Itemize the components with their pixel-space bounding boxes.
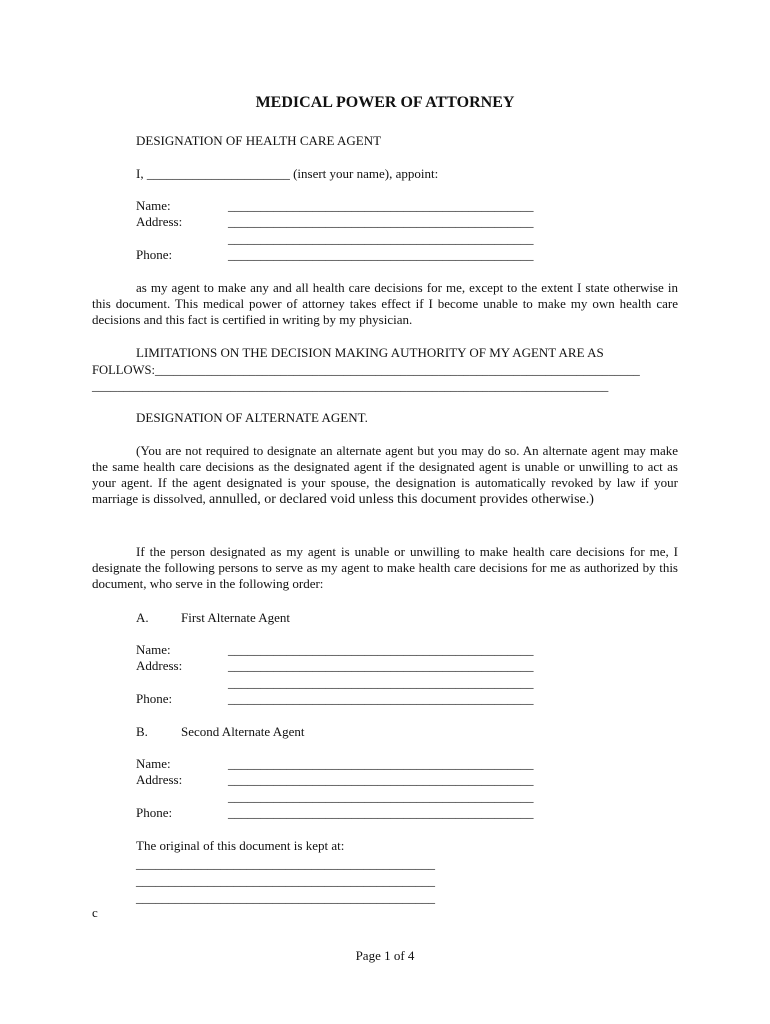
agent-phone-field[interactable]: _______________________________________________ bbox=[228, 247, 534, 262]
first-alt-name-field[interactable]: _______________________________________________ bbox=[228, 642, 534, 657]
limitations-line-3[interactable]: __________________________________________________________________________________ bbox=[92, 379, 609, 393]
designation-heading: DESIGNATION OF HEALTH CARE AGENT bbox=[136, 133, 382, 148]
agent-address-field-1[interactable]: _______________________________________________ bbox=[228, 214, 534, 229]
second-alt-address-label: Address: bbox=[136, 772, 183, 787]
second-alt-address-field-1[interactable]: _______________________________________________ bbox=[228, 772, 534, 787]
first-alt-address-field-2[interactable]: _______________________________________________ bbox=[228, 675, 534, 690]
second-alt-name-field[interactable]: _______________________________________________ bbox=[228, 756, 534, 771]
page-footer: Page 1 of 4 bbox=[355, 948, 415, 963]
agent-address-field-2[interactable]: _______________________________________________ bbox=[228, 231, 534, 246]
appoint-line[interactable]: I, ______________________ (insert your name), appoint: bbox=[136, 166, 439, 181]
limitations-line-1: LIMITATIONS ON THE DECISION MAKING AUTHORITY OF MY AGENT ARE AS bbox=[136, 345, 604, 360]
alternate-paragraph-text-end: annulled, or declared void unless this document provides otherwise.) bbox=[208, 492, 594, 507]
kept-location-field-1[interactable]: ______________________________________________ bbox=[136, 856, 435, 871]
second-alternate-letter: B. bbox=[136, 724, 148, 739]
first-alt-address-field-1[interactable]: _______________________________________________ bbox=[228, 658, 534, 673]
alternate-paragraph-text: (You are not required to designate an alternate agent but you may do so. An alternate agent may make the same health care decisions as the designated agent if the designated agent is unable or unwilling to act as your agent. If the agent designated is your spouse, the designation is automatically revoked by law if your marriage is dissolved, bbox=[92, 443, 678, 506]
second-alternate-heading: Second Alternate Agent bbox=[181, 724, 305, 739]
agent-paragraph: as my agent to make any and all health care decisions for me, except to the extent I state otherwise in this document. This medical power of attorney takes effect if I become unable to make my own health care decisions and this fact is certified in writing by my physician. bbox=[92, 280, 678, 327]
second-alt-name-label: Name: bbox=[136, 756, 171, 771]
first-alternate-heading: First Alternate Agent bbox=[181, 610, 291, 625]
page-title: MEDICAL POWER OF ATTORNEY bbox=[255, 94, 515, 111]
first-alt-name-label: Name: bbox=[136, 642, 171, 657]
limitations-line-2[interactable]: FOLLOWS:_____________________________________________________________________________ bbox=[92, 363, 640, 377]
order-paragraph: If the person designated as my agent is unable or unwilling to make health care decisions for me, I designate the following persons to serve as my agent to make health care decisions for me as authorized by this document, who serve in the following order: bbox=[92, 544, 678, 591]
agent-name-field[interactable]: _______________________________________________ bbox=[228, 198, 534, 213]
second-alt-address-field-2[interactable]: _______________________________________________ bbox=[228, 789, 534, 804]
stray-mark: c bbox=[92, 905, 98, 920]
kept-location-field-3[interactable]: ______________________________________________ bbox=[136, 890, 435, 905]
alternate-heading: DESIGNATION OF ALTERNATE AGENT. bbox=[136, 410, 368, 425]
first-alt-phone-field[interactable]: _______________________________________________ bbox=[228, 691, 534, 706]
first-alternate-letter: A. bbox=[136, 610, 149, 625]
first-alt-address-label: Address: bbox=[136, 658, 183, 673]
agent-phone-label: Phone: bbox=[136, 247, 173, 262]
kept-location-field-2[interactable]: ______________________________________________ bbox=[136, 873, 435, 888]
agent-address-label: Address: bbox=[136, 214, 183, 229]
agent-name-label: Name: bbox=[136, 198, 171, 213]
second-alt-phone-label: Phone: bbox=[136, 805, 173, 820]
alternate-paragraph bbox=[92, 443, 678, 508]
first-alt-phone-label: Phone: bbox=[136, 691, 173, 706]
original-kept-label: The original of this document is kept at: bbox=[136, 838, 345, 853]
second-alt-phone-field[interactable]: _______________________________________________ bbox=[228, 805, 534, 820]
